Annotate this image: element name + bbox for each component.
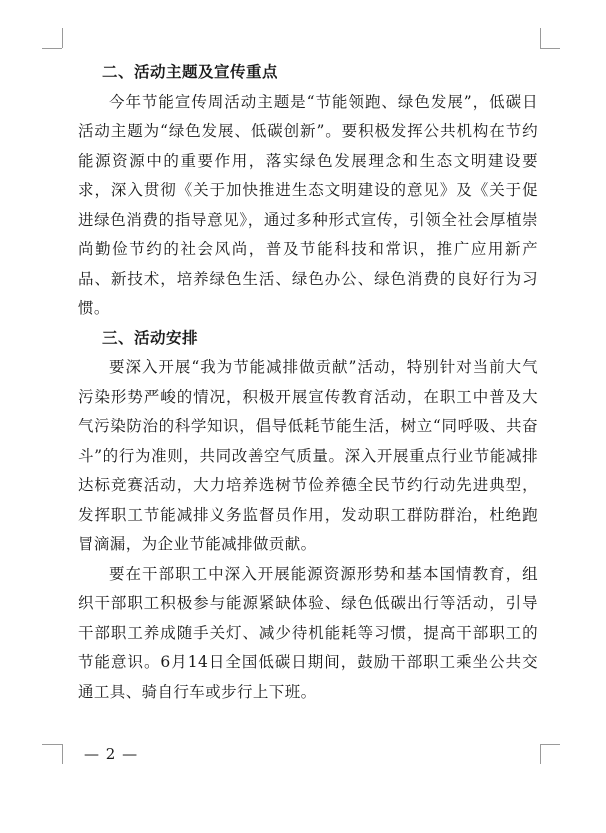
crop-mark-bottom-left (42, 744, 64, 766)
crop-mark-top-left (42, 28, 64, 50)
paragraph-arrangement-1: 要深入开展“我为节能减排做贡献”活动，特别针对当前大气污染形势严峻的情况，积极开展宣传教育活动，在职工中普及大气污染防治的科学知识，倡导低耗节能生活，树立“同呼吸、共奋斗”的行为准则，共同改善空气质量。深入开展重点行业节能减排达标竞赛活动，大力培养选树节俭养德全民节约行动先进典型，发挥职工节能减排义务监督员作用，发动职工群防群治，杜绝跑冒滴漏，为企业节能减排做贡献。 (78, 358, 538, 553)
page-number: — 2 — (84, 745, 139, 763)
crop-mark-bottom-right (540, 744, 562, 766)
paragraph-arrangement-2: 要在干部职工中深入开展能源资源形势和基本国情教育，组织干部职工积极参与能源紧缺体验、绿色低碳出行等活动，引导干部职工养成随手关灯、减少待机能耗等习惯，提高干部职工的节能意识。6月14日全国低碳日期间，鼓励干部职工乘坐公共交通工具、骑自行车或步行上下班。 (78, 564, 538, 701)
crop-mark-top-right (540, 28, 562, 50)
document-body (78, 58, 538, 707)
section-heading-arrangement: 三、活动安排 (102, 328, 199, 347)
section-heading-theme: 二、活动主题及宣传重点 (102, 63, 279, 81)
paragraph-theme: 今年节能宣传周活动主题是“节能领跑、绿色发展”，低碳日活动主题为“绿色发展、低碳创新”。要积极发挥公共机构在节约能源资源中的重要作用，落实绿色发展理念和生态文明建设要求，深入贯彻《关于加快推进生态文明建设的意见》及《关于促进绿色消费的指导意见》，通过多种形式宣传，引领全社会厚植崇尚勤俭节约的社会风尚，普及节能科技和常识，推广应用新产品、新技术，培养绿色生活、绿色办公、绿色消费的良好行为习惯。 (78, 92, 538, 317)
